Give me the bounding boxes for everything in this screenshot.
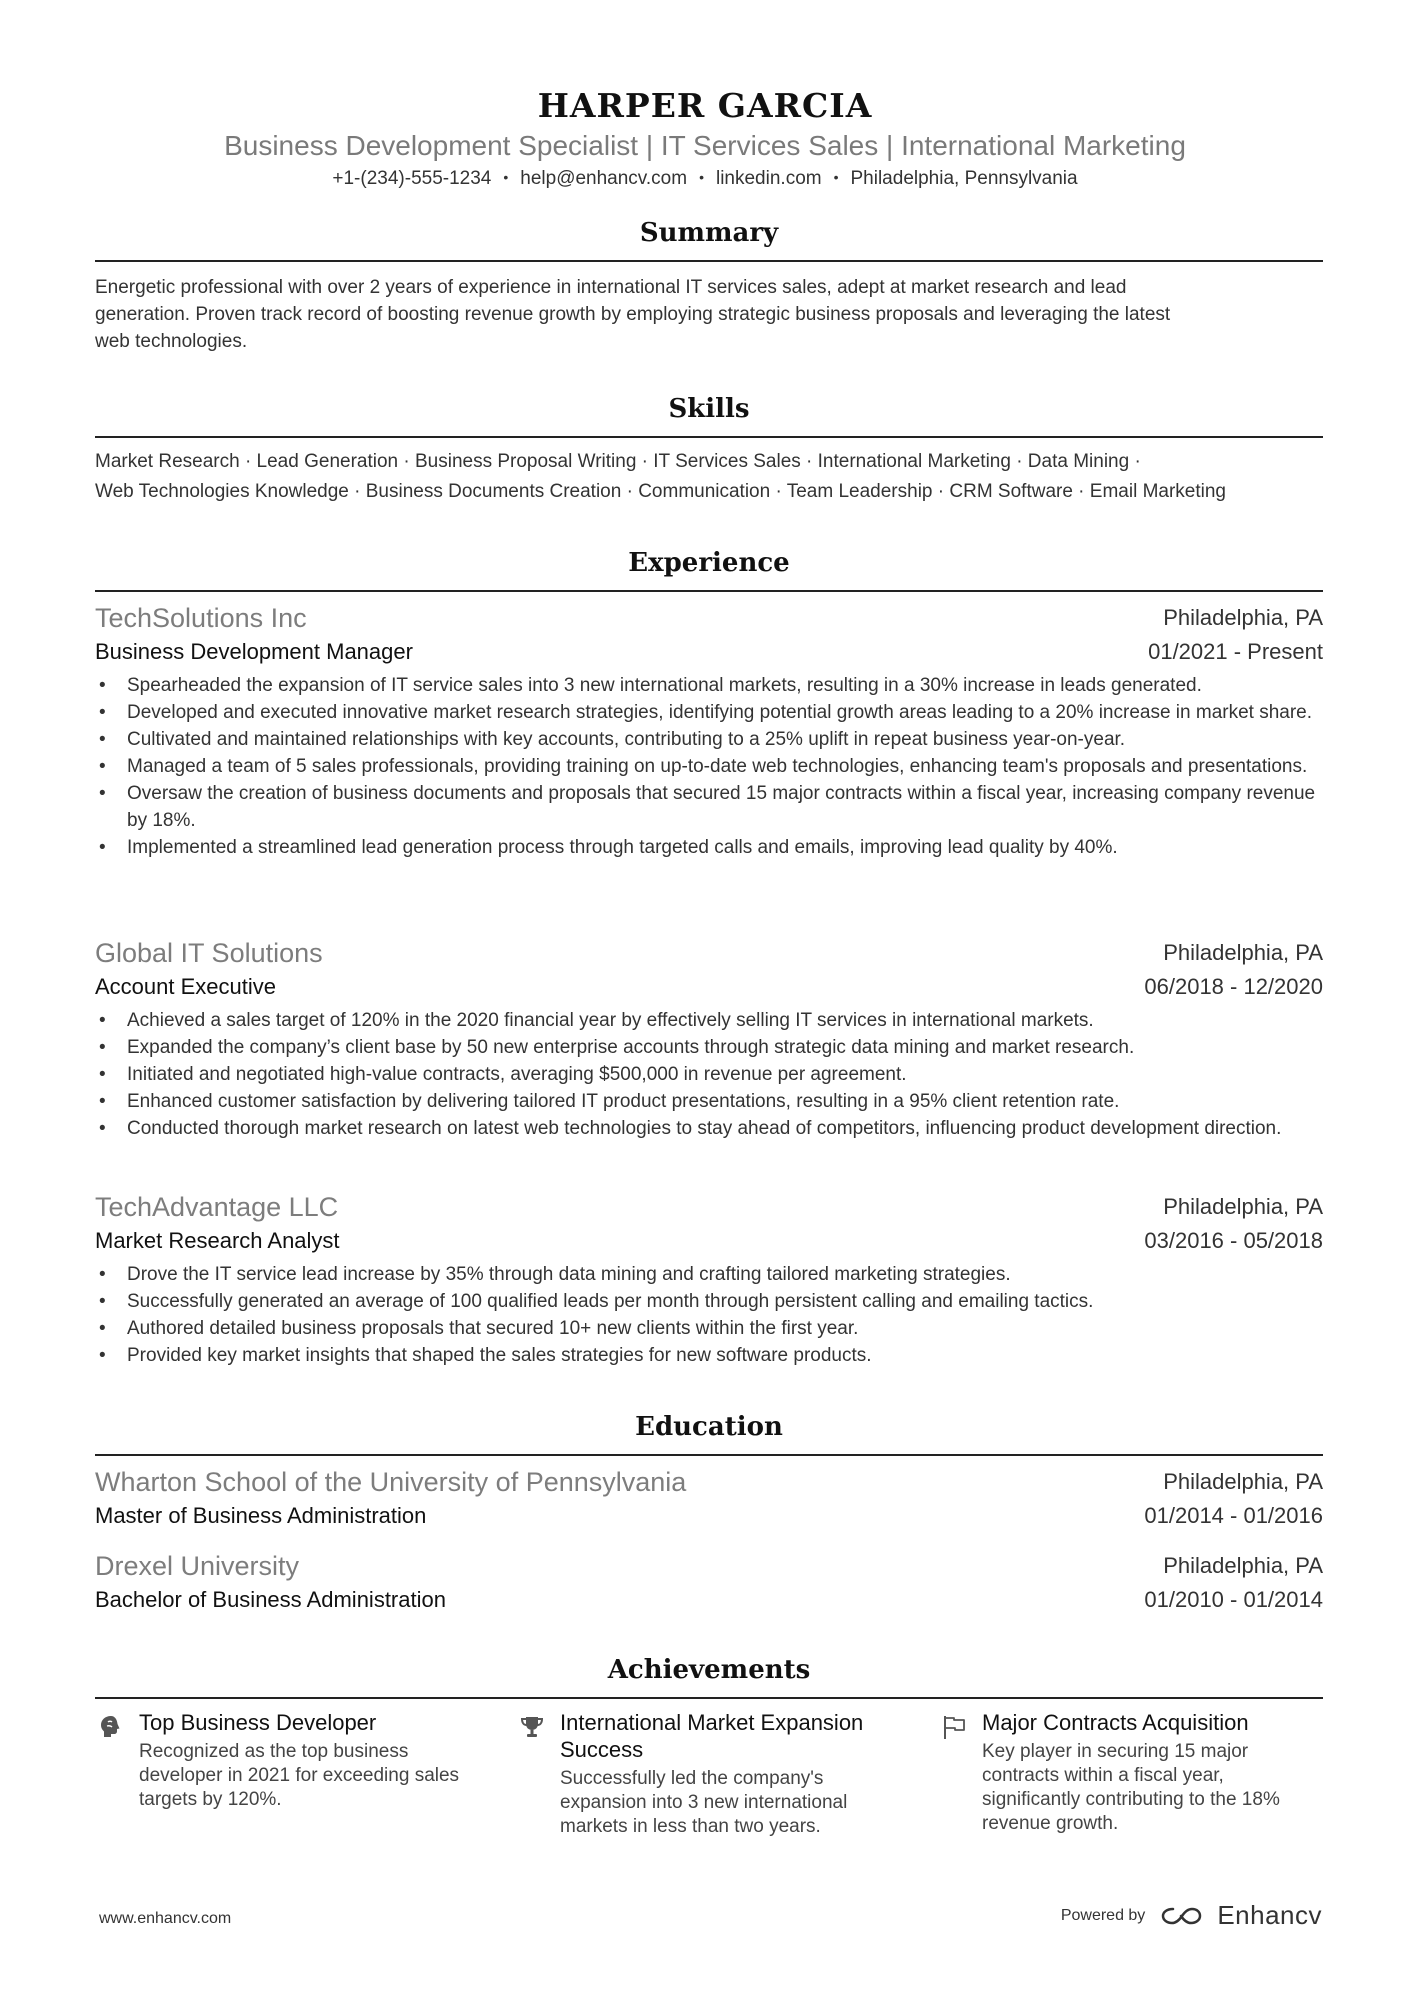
email[interactable]: help@enhancv.com — [520, 168, 688, 189]
education-dates: 01/2014 - 01/2016 — [1144, 1503, 1323, 1528]
job-dates: 06/2018 - 12/2020 — [1144, 974, 1323, 999]
section-divider — [95, 436, 1323, 438]
achievements-heading: Achievements — [607, 1655, 811, 1685]
list-item: • Developed and executed innovative market research strategies, identifying potential growth areas leading to a 20% increase in market share. — [95, 699, 1323, 726]
summary-line: generation. Proven track record of boosting revenue growth by employing strategic business proposals and leveraging the latest — [95, 304, 1171, 325]
education-dates: 01/2010 - 01/2014 — [1144, 1587, 1323, 1612]
list-item: • Expanded the company’s client base by 50 new enterprise accounts through strategic data mining and market research. — [95, 1034, 1323, 1061]
trophy-icon — [518, 1713, 546, 1741]
section-divider — [95, 260, 1323, 262]
location: Philadelphia, Pennsylvania — [850, 168, 1078, 189]
school-location: Philadelphia, PA — [1163, 1469, 1323, 1494]
summary-heading: Summary — [639, 218, 779, 248]
job-role: Market Research Analyst — [95, 1228, 340, 1253]
job-header — [95, 1191, 1323, 1223]
list-item: • Managed a team of 5 sales professionals, providing training on up-to-date web technologies, enhancing team's proposals and presentations. — [95, 753, 1323, 780]
school-name: Wharton School of the University of Pennsylvania — [95, 1467, 687, 1497]
achievement-description: Recognized as the top business developer in 2021 for exceeding sales targets by 120%. — [139, 1741, 460, 1810]
job-header — [95, 602, 1323, 634]
skills-line-1: Market Research · Lead Generation · Business Proposal Writing · IT Services Sales · International Marketing · Data Mining · — [95, 451, 1141, 472]
job-bullets — [95, 1261, 1323, 1369]
list-item: • Achieved a sales target of 120% in the 2020 financial year by effectively selling IT services in international markets. — [95, 1007, 1323, 1034]
achievement-title: International Market Expansion Success — [560, 1710, 864, 1762]
achievement-title: Major Contracts Acquisition — [982, 1710, 1249, 1735]
job-location: Philadelphia, PA — [1163, 940, 1323, 965]
job-dates: 01/2021 - Present — [1148, 639, 1323, 664]
list-item: • Successfully generated an average of 100 qualified leads per month through persistent calling and emailing tactics. — [95, 1288, 1323, 1315]
list-item: • Enhanced customer satisfaction by delivering tailored IT product presentations, resulting in a 95% client retention rate. — [95, 1088, 1323, 1115]
experience-heading: Experience — [628, 548, 790, 578]
achievement-title: Top Business Developer — [139, 1710, 377, 1735]
summary-text — [95, 274, 1323, 355]
brand-name: Enhancv — [1217, 1900, 1322, 1930]
linkedin[interactable]: linkedin.com — [715, 168, 822, 189]
job-bullets — [95, 672, 1323, 861]
company-name: TechAdvantage LLC — [95, 1192, 339, 1222]
list-item: • Oversaw the creation of business documents and proposals that secured 15 major contracts within a fiscal year, increasing company revenue by 18%. — [95, 780, 1323, 834]
list-item: • Cultivated and maintained relationships with key accounts, contributing to a 25% uplift in repeat business year-on-year. — [95, 726, 1323, 753]
list-item: • Conducted thorough market research on latest web technologies to stay ahead of competitors, influencing product development direction. — [95, 1115, 1323, 1142]
section-divider — [95, 1697, 1323, 1699]
achievement-description: Successfully led the company's expansion into 3 new international markets in less than two years. — [560, 1768, 848, 1837]
job-role-row — [95, 1225, 1323, 1257]
education-degree-row — [95, 1584, 1323, 1616]
candidate-name: HARPER GARCIA — [537, 86, 873, 125]
job-dates: 03/2016 - 05/2018 — [1144, 1228, 1323, 1253]
achievement-item — [518, 1709, 903, 1839]
enhancv-logo-icon — [1157, 1903, 1205, 1929]
skills-heading: Skills — [668, 394, 750, 424]
job-role-row — [95, 971, 1323, 1003]
job-header — [95, 937, 1323, 969]
degree: Bachelor of Business Administration — [95, 1587, 446, 1612]
contact-line — [0, 164, 1410, 192]
job-bullets — [95, 1007, 1323, 1142]
job-role-row — [95, 636, 1323, 668]
flag-icon — [940, 1713, 968, 1741]
powered-by-text: Powered by — [1060, 1906, 1146, 1924]
list-item: • Authored detailed business proposals that secured 10+ new clients within the first year. — [95, 1315, 1323, 1342]
candidate-title: Business Development Specialist | IT Services Sales | International Marketing — [224, 130, 1186, 161]
company-name: Global IT Solutions — [95, 938, 323, 968]
separator: • — [503, 169, 509, 185]
job-role: Account Executive — [95, 974, 276, 999]
job-role: Business Development Manager — [95, 639, 413, 664]
job-location: Philadelphia, PA — [1163, 1194, 1323, 1219]
list-item: • Drove the IT service lead increase by 35% through data mining and crafting tailored marketing strategies. — [95, 1261, 1323, 1288]
footer-branding — [1061, 1900, 1322, 1931]
summary-line: web technologies. — [95, 331, 248, 352]
school-location: Philadelphia, PA — [1163, 1553, 1323, 1578]
education-heading: Education — [635, 1412, 783, 1442]
degree: Master of Business Administration — [95, 1503, 427, 1528]
resume-header — [0, 84, 1410, 192]
separator: • — [833, 169, 839, 185]
summary-line: Energetic professional with over 2 years of experience in international IT services sales, adept at market research and lead — [95, 277, 1127, 298]
list-item: • Implemented a streamlined lead generation process through targeted calls and emails, improving lead quality by 40%. — [95, 834, 1323, 861]
skills-line-2: Web Technologies Knowledge · Business Documents Creation · Communication · Team Leadership · CRM Software · Email Marketing — [95, 481, 1227, 502]
job-location: Philadelphia, PA — [1163, 605, 1323, 630]
phone: +1-(234)-555-1234 — [332, 168, 492, 189]
achievement-item — [97, 1709, 477, 1812]
list-item: • Initiated and negotiated high-value contracts, averaging $500,000 in revenue per agreement. — [95, 1061, 1323, 1088]
education-header — [95, 1466, 1323, 1498]
education-degree-row — [95, 1500, 1323, 1532]
list-item: • Provided key market insights that shaped the sales strategies for new software products. — [95, 1342, 1323, 1369]
school-name: Drexel University — [95, 1551, 300, 1581]
brain-icon — [97, 1713, 125, 1741]
section-divider — [95, 1454, 1323, 1456]
section-divider — [95, 590, 1323, 592]
separator: • — [699, 169, 704, 185]
education-header — [95, 1550, 1323, 1582]
list-item: • Spearheaded the expansion of IT service sales into 3 new international markets, resulting in a 30% increase in leads generated. — [95, 672, 1323, 699]
achievement-description: Key player in securing 15 major contracts within a fiscal year, significantly contributing to the 18% revenue growth. — [982, 1741, 1280, 1834]
footer-website[interactable]: www.enhancv.com — [99, 1910, 232, 1927]
company-name: TechSolutions Inc — [95, 603, 307, 633]
achievement-item — [940, 1709, 1325, 1836]
